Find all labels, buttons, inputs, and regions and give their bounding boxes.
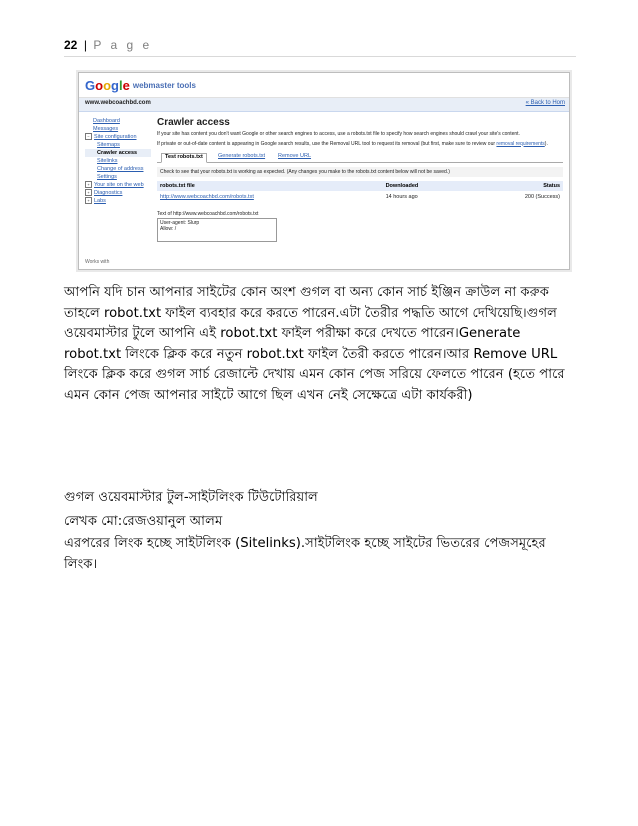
description-2 — [157, 141, 563, 148]
section-heading: গুগল ওয়েবমাস্টার টুল-সাইটলিংক টিউটোরিয়াল — [64, 490, 318, 505]
header-downloaded: Downloaded — [383, 181, 470, 191]
sidebar-item-settings[interactable]: Settings — [97, 174, 117, 180]
logo-letter-o1: o — [95, 78, 104, 93]
tab-generate-robots[interactable]: Generate robots.txt — [218, 153, 266, 159]
check-instructions: Check to see that your robots.txt is working as expected. (Any changes you make to the robots.txt content below will not be saved.) — [157, 167, 563, 177]
sidebar-item-messages[interactable]: Messages — [93, 126, 119, 132]
expand-icon[interactable]: + — [85, 181, 92, 188]
logo-letter-o2: o — [103, 78, 112, 93]
editor-line-1: User-agent: Slurp — [160, 220, 200, 226]
robots-table — [157, 181, 563, 203]
header-separator: | — [83, 38, 87, 52]
description-2-end: ). — [544, 140, 548, 147]
robots-text-editor[interactable] — [157, 218, 277, 242]
description-1: If your site has content you don't want Google or other search engines to access, use a robots.txt file to specify how search engines should crawl your site's content. — [157, 131, 520, 137]
page-title: Crawler access — [157, 117, 230, 128]
page-header — [64, 36, 576, 57]
sidebar — [85, 117, 151, 205]
logo-suffix: webmaster tools — [132, 81, 196, 90]
site-url-bar — [79, 98, 569, 112]
back-home-link[interactable]: « Back to Hom — [525, 100, 565, 106]
screenshot-topbar — [79, 73, 569, 98]
tab-test-robots[interactable]: Test robots.txt — [161, 153, 207, 163]
sidebar-group-site-configuration[interactable] — [85, 133, 151, 141]
sidebar-item-sitelinks[interactable]: Sitelinks — [97, 158, 118, 164]
logo-letter-g1: G — [85, 78, 96, 93]
page-label: P a g e — [93, 38, 153, 52]
page-number: 22 — [64, 38, 78, 52]
sidebar-item-crawler-access[interactable]: Crawler access — [85, 149, 151, 157]
works-with-label: Works with — [85, 259, 110, 265]
robots-file-link[interactable]: http://www.webcoachbd.com/robots.txt — [160, 194, 254, 200]
expand-icon[interactable]: + — [85, 197, 92, 204]
paragraph-sitelinks: এরপরের লিংক হচ্ছে সাইটলিংক (Sitelinks).সাইটলিংক হচ্ছে সাইটের ভিতরের পেজসমূহের লিংক। — [64, 536, 546, 572]
table-header-row — [157, 181, 563, 191]
expand-icon[interactable]: + — [85, 189, 92, 196]
robots-text-label: Text of http://www.webcoachbd.com/robots.txt — [157, 211, 259, 217]
removal-requirements-link[interactable]: removal requirements — [496, 140, 545, 147]
cell-downloaded: 14 hours ago — [385, 194, 418, 200]
sidebar-item-dashboard[interactable]: Dashboard — [93, 118, 120, 124]
cell-robots-url — [157, 191, 383, 203]
sidebar-group-label: Site configuration — [94, 134, 137, 140]
tab-remove-url[interactable]: Remove URL — [278, 153, 312, 159]
sidebar-group-diagnostics[interactable] — [85, 189, 151, 197]
description-2-text: If private or out-of-date content is appearing in Google search results, use the Removal URL tool to request its removal (but first, make sure to review our — [157, 140, 496, 147]
sidebar-group-your-site[interactable] — [85, 181, 151, 189]
sidebar-item-change-of-address[interactable]: Change of address — [97, 166, 144, 172]
main-content — [157, 117, 563, 242]
sidebar-item-sitemaps[interactable]: Sitemaps — [97, 142, 120, 148]
logo-letter-e: e — [122, 78, 130, 93]
logo-letter-g2: g — [111, 78, 119, 93]
sidebar-group-label: Diagnostics — [94, 190, 123, 196]
author-line: লেখক মো:রেজওয়ানুল আলম — [64, 514, 223, 529]
google-logo — [85, 78, 196, 93]
sidebar-group-labs[interactable] — [85, 197, 151, 205]
sidebar-group-label: Your site on the web — [94, 182, 144, 188]
header-status: Status — [470, 181, 563, 191]
collapse-icon[interactable]: − — [85, 133, 92, 140]
header-robots-file: robots.txt file — [157, 181, 383, 191]
paragraph-crawler-access: আপনি যদি চান আপনার সাইটের কোন অংশ গুগল বা অন্য কোন সার্চ ইঞ্জিন ক্রাউল না করুক তাহলে robot.txt ফাইল ব্যবহার করে করতে পারেন.এটা তৈরীর পদ্ধতি আগে দেখিয়েছি।গুগল ওয়েবমাস্টার টুলে আপনি এই robot.txt ফাইল পরীক্ষা করে দেখতে পারেন।Generate robot.txt লিংকে ক্লিক করে নতুন robot.txt ফাইল তৈরী করতে পারেন।আর Remove URL লিংকে ক্লিক করে গুগল সার্চ রেজাল্টে দেখায় এমন কোন পেজ সরিয়ে ফেলতে পারেন (হতে পারে এমন কোন পেজ আপনার সাইটে আগে ছিল এখন নেই সেক্ষেত্রে এটা কার্যকরী) — [64, 285, 565, 403]
cell-status: 200 (Success) — [524, 194, 560, 200]
editor-line-2: Allow: / — [160, 226, 177, 232]
tab-bar — [157, 153, 563, 163]
table-row — [157, 191, 563, 203]
sidebar-group-label: Labs — [94, 198, 106, 204]
embedded-screenshot — [78, 72, 570, 270]
logo-letter-l: l — [118, 78, 123, 93]
site-url: www.webcoachbd.com — [85, 100, 151, 106]
